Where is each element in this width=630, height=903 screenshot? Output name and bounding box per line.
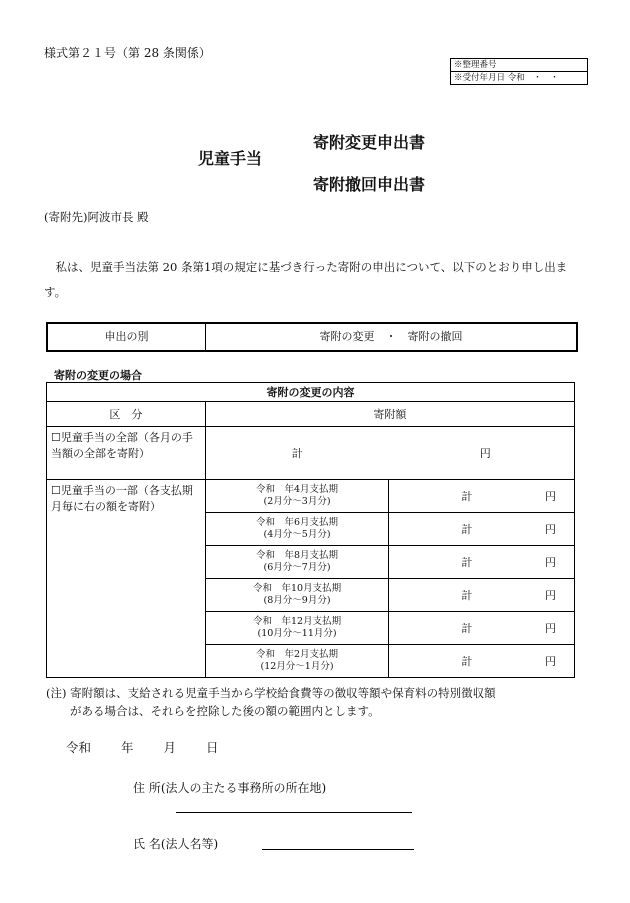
period-cell <box>205 612 389 645</box>
date-era: 令和 <box>66 740 92 755</box>
period-amount-cell[interactable] <box>389 612 575 645</box>
period-amount-cell[interactable] <box>389 546 575 579</box>
total-label: 計 <box>461 655 473 668</box>
period-months: (6月分～7月分) <box>263 562 331 573</box>
yen-label: 円 <box>545 589 556 602</box>
period-months: (2月分～3月分) <box>263 496 331 507</box>
received-date-label: ※受付年月日 令和 ・ ・ <box>451 71 587 84</box>
date-year: 年 <box>121 740 134 755</box>
col-amount-header: 寄附額 <box>205 402 574 427</box>
section-title: 寄附の変更の場合 <box>54 369 142 382</box>
title-withdraw: 寄附撤回申出書 <box>313 175 426 194</box>
admin-box <box>450 58 588 85</box>
period-months: (4月分～5月分) <box>263 529 331 540</box>
period-months: (8月分～9月分) <box>263 595 331 606</box>
period-cell <box>205 513 389 546</box>
note-line-2: がある場合は、それらを控除した後の額の範囲内とします。 <box>70 704 380 718</box>
period-title: 令和 年12月支払期 <box>253 616 342 627</box>
col-category-header: 区 分 <box>47 402 206 427</box>
total-label: 計 <box>291 447 303 460</box>
name-label: 氏 名(法人名等) <box>133 837 219 851</box>
declaration-paragraph: 私は、児童手当法第 20 条第1項の規定に基づき行った寄附の申出について、以下のとおり申し出ます。 <box>44 260 568 299</box>
note-line-1: (注) 寄附額は、支給される児童手当から学校給食費等の徴収等額や保育料の特別徴収額 <box>46 686 496 700</box>
donation-change-table <box>46 382 575 678</box>
period-title: 令和 年6月支払期 <box>256 517 339 528</box>
period-cell <box>205 645 389 678</box>
period-months: (10月分～11月分) <box>257 628 337 639</box>
total-label: 計 <box>461 589 473 602</box>
period-amount-cell[interactable] <box>389 645 575 678</box>
total-label: 計 <box>461 556 473 569</box>
all-amount-cell[interactable] <box>205 427 574 480</box>
total-label: 計 <box>461 622 473 635</box>
date-day: 日 <box>206 740 219 755</box>
period-amount-cell[interactable] <box>389 480 575 513</box>
period-title: 令和 年10月支払期 <box>253 583 342 594</box>
name-input-line[interactable] <box>262 849 414 850</box>
period-cell <box>205 480 389 513</box>
title-prefix: 児童手当 <box>198 149 263 168</box>
period-cell <box>205 546 389 579</box>
total-label: 計 <box>461 523 473 536</box>
date-month: 月 <box>163 740 177 755</box>
option-all-checkbox[interactable]: ☐児童手当の全部（各月の手当額の全部を寄附） <box>47 427 206 480</box>
request-type-options[interactable]: 寄附の変更 ・ 寄附の撤回 <box>319 330 463 343</box>
period-amount-cell[interactable] <box>389 579 575 612</box>
table-caption: 寄附の変更の内容 <box>47 383 575 402</box>
period-title: 令和 年2月支払期 <box>256 649 339 660</box>
addressee: (寄附先)阿波市長 殿 <box>44 210 149 224</box>
yen-label: 円 <box>545 655 556 668</box>
period-months: (12月分～1月分) <box>260 661 334 672</box>
yen-label: 円 <box>545 523 556 536</box>
address-label: 住 所(法人の主たる事務所の所在地) <box>133 781 327 795</box>
yen-label: 円 <box>545 490 556 503</box>
yen-label: 円 <box>545 622 556 635</box>
period-cell <box>205 579 389 612</box>
request-type-box <box>46 322 578 352</box>
date-line[interactable] <box>66 738 219 756</box>
title-change: 寄附変更申出書 <box>313 133 426 152</box>
form-number: 様式第２１号（第 28 条関係） <box>44 46 211 60</box>
period-amount-cell[interactable] <box>389 513 575 546</box>
yen-label: 円 <box>479 447 491 460</box>
period-title: 令和 年8月支払期 <box>256 550 339 561</box>
yen-label: 円 <box>545 556 556 569</box>
ref-number-label: ※整理番号 <box>454 60 497 70</box>
option-part-checkbox[interactable]: ☐児童手当の一部（各支払期月毎に右の額を寄附） <box>47 480 206 678</box>
total-label: 計 <box>461 490 473 503</box>
request-type-label: 申出の別 <box>48 324 206 350</box>
period-title: 令和 年4月支払期 <box>256 484 339 495</box>
address-input-line[interactable] <box>176 812 412 813</box>
